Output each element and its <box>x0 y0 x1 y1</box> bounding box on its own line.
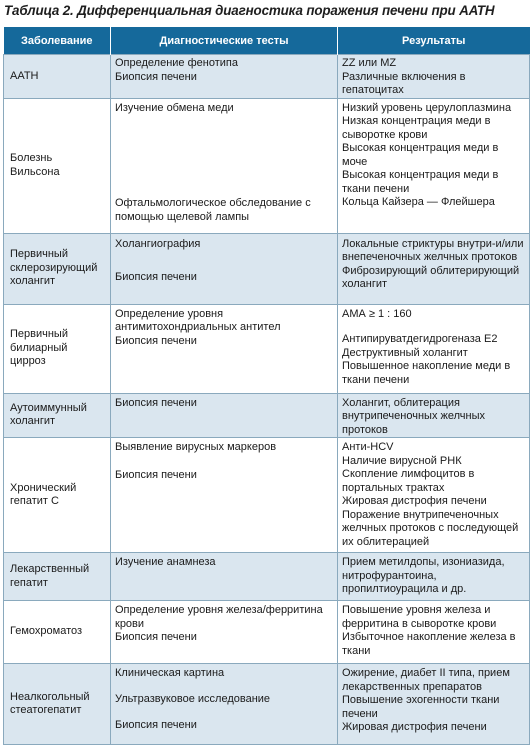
disease-cell: Первичный склерозирующий холангит <box>4 233 111 304</box>
disease-cell: Первичный билиарный цирроз <box>4 304 111 393</box>
test-item: Биопсия печени <box>115 631 197 643</box>
tests-cell <box>111 393 338 438</box>
disease-cell: Гемохроматоз <box>4 601 111 664</box>
table-row <box>4 601 530 664</box>
result-item: Повышение уровня железа и ферритина в сыворотке крови <box>342 604 497 630</box>
test-item: Биопсия печени <box>115 719 197 731</box>
result-item: Холангит, облитерация внутрипеченочных желчных протоков <box>342 396 485 436</box>
header-disease: Заболевание <box>4 27 111 55</box>
results-cell <box>338 664 530 745</box>
results-cell <box>338 304 530 393</box>
disease-cell: Неалкогольный стеатогепатит <box>4 664 111 745</box>
disease-cell: Болезнь Вильсона <box>4 98 111 233</box>
results-cell <box>338 233 530 304</box>
result-item: Жировая дистрофия печени <box>342 495 487 507</box>
diagnosis-table <box>3 27 530 745</box>
disease-cell: ААТН <box>4 55 111 99</box>
test-item: Определение уровня антимитохондриальных антител <box>115 307 281 333</box>
test-item: Офтальмологическое обследование с помощью щелевой лампы <box>115 197 311 223</box>
table-row <box>4 553 530 601</box>
result-item: Наличие вирусной РНК <box>342 454 462 467</box>
test-item: Изучение обмена меди <box>115 101 234 114</box>
results-cell <box>338 393 530 438</box>
table-header-row <box>4 27 530 55</box>
result-item: Высокая концентрация меди в ткани печени <box>342 169 499 195</box>
result-item: Фиброзирующий облитерирующий холангит <box>342 264 520 290</box>
result-item: Низкая концентрация меди в сыворотке крови <box>342 115 491 141</box>
disease-cell: Хронический гепатит С <box>4 438 111 553</box>
test-item: Изучение анамнеза <box>115 556 216 568</box>
result-item: Прием метилдопы, изониазида, нитрофурантоина, пропилтиоурацила и др. <box>342 556 505 595</box>
result-item: Различные включения в гепатоцитах <box>342 70 466 96</box>
test-item: Биопсия печени <box>115 396 197 409</box>
tests-cell <box>111 438 338 553</box>
tests-cell <box>111 304 338 393</box>
test-item: Биопсия печени <box>115 334 197 347</box>
result-item: Деструктивный холангит <box>342 346 468 359</box>
test-item: Выявление вирусных маркеров <box>115 441 277 453</box>
result-item: Повышение эхогенности ткани печени <box>342 694 500 720</box>
test-item: Ультразвуковое исследование <box>115 692 271 705</box>
results-cell <box>338 438 530 553</box>
results-cell <box>338 55 530 99</box>
result-item: Повышенное накопление меди в ткани печени <box>342 360 511 386</box>
table-row <box>4 393 530 438</box>
result-item: АМА ≥ 1 : 160 <box>342 307 412 320</box>
header-tests: Диагностические тесты <box>111 27 338 55</box>
tests-cell <box>111 98 338 233</box>
results-cell <box>338 601 530 664</box>
result-item: Высокая концентрация меди в моче <box>342 142 499 168</box>
test-item: Определение фенотипа <box>115 57 238 69</box>
test-item: Биопсия печени <box>115 271 197 283</box>
table-row <box>4 438 530 553</box>
test-item: Определение уровня железа/ферритина крови <box>115 604 323 630</box>
test-item: Клиническая картина <box>115 667 225 679</box>
table-row <box>4 98 530 233</box>
tests-cell <box>111 553 338 601</box>
test-item: Холангиография <box>115 237 201 250</box>
tests-cell <box>111 601 338 664</box>
result-item: Скопление лимфоцитов в портальных трактах <box>342 468 475 494</box>
table-row <box>4 304 530 393</box>
table-row <box>4 55 530 99</box>
disease-cell: Аутоиммунный холангит <box>4 393 111 438</box>
results-cell <box>338 553 530 601</box>
table-row <box>4 664 530 745</box>
result-item: Ожирение, диабет II типа, прием лекарственных препаратов <box>342 667 510 693</box>
result-item: ZZ или MZ <box>342 57 397 69</box>
tests-cell <box>111 233 338 304</box>
test-item: Биопсия печени <box>115 70 197 83</box>
result-item: Кольца Кайзера — Флейшера <box>342 196 495 208</box>
result-item: Поражение внутрипеченочных желчных протоков с последующей их облитерацией <box>342 508 519 548</box>
result-item: Низкий уровень церулоплазмина <box>342 101 512 114</box>
test-item: Биопсия печени <box>115 468 197 481</box>
tests-cell <box>111 55 338 99</box>
table-row <box>4 233 530 304</box>
result-item: Избыточное накопление железа в ткани <box>342 631 516 657</box>
result-item: Локальные стриктуры внутри-и/или внепеченочных желчных протоков <box>342 237 524 263</box>
table-title: Таблица 2. Дифференциальная диагностика поражения печени при ААТН <box>4 3 495 18</box>
tests-cell <box>111 664 338 745</box>
result-item: Жировая дистрофия печени <box>342 721 487 733</box>
result-item: Антипируватдегидрогеназа Е2 <box>342 333 498 345</box>
result-item: Анти-HCV <box>342 441 394 453</box>
results-cell <box>338 98 530 233</box>
header-results: Результаты <box>338 27 530 55</box>
disease-cell: Лекарственный гепатит <box>4 553 111 601</box>
